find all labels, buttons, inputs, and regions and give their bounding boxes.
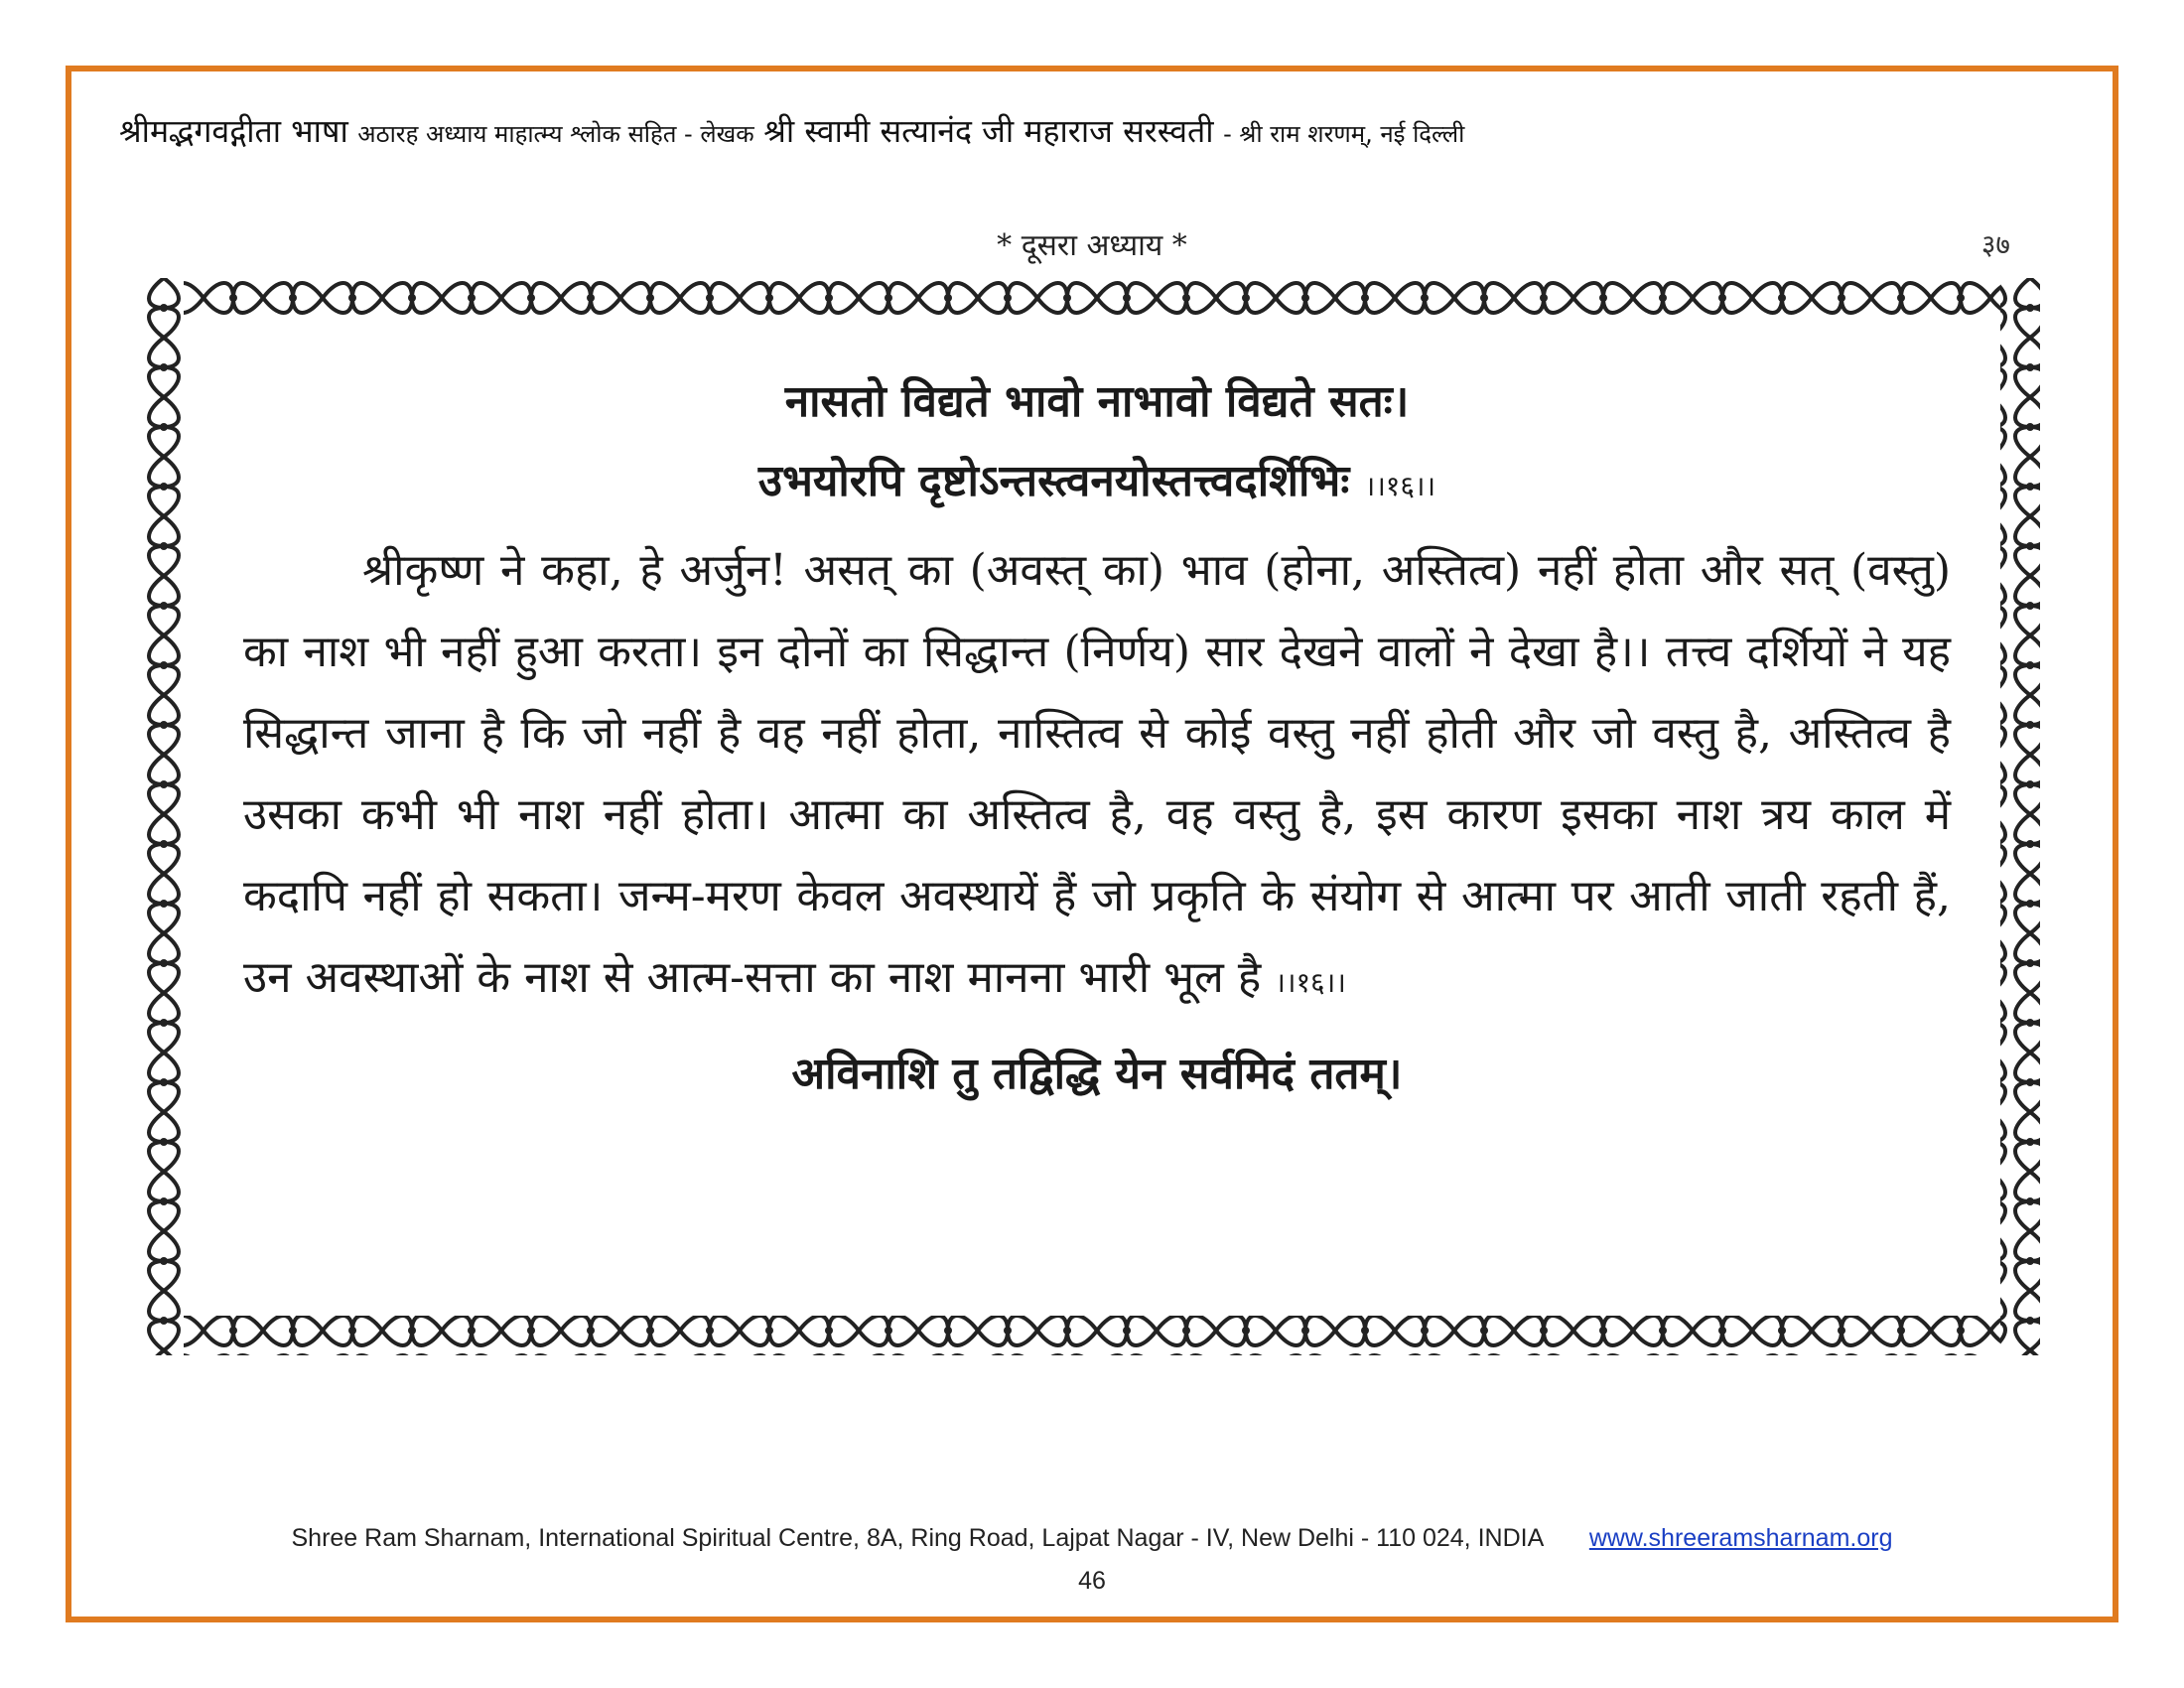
verse-line-2-text: उभयोरपि दृष्टोऽन्तस्त्वनयोस्तत्त्वदर्शिभिः	[757, 456, 1350, 506]
verse-number-mark: ।।१६।।	[1364, 470, 1436, 502]
scan-page-number: ३७	[1980, 228, 2010, 261]
header-subtitle: अठारह अध्याय माहात्म्य श्लोक सहित - लेखक	[357, 120, 754, 148]
header-author: श्री स्वामी सत्यानंद जी महाराज सरस्वती	[763, 112, 1214, 150]
chapter-title: * दूसरा अध्याय *	[997, 228, 1187, 263]
header-publisher: - श्री राम शरणम्, नई दिल्ली	[1223, 120, 1465, 148]
commentary-verse-mark: ।।१६।।	[1275, 966, 1346, 999]
scan-content	[243, 362, 1951, 1119]
scanned-page	[134, 213, 2050, 1365]
header-book-title: श्रीमद्भगवद्गीता भाषा	[119, 112, 348, 150]
verse-line-1: नासतो विद्यते भावो नाभावो विद्यते सतः।	[784, 376, 1410, 427]
commentary-paragraph	[243, 530, 1951, 1024]
document-footer	[0, 1524, 2184, 1553]
page-number: 46	[1078, 1567, 1106, 1595]
next-verse-line: अविनाशि तु तद्विद्धि येन सर्वमिदं ततम्।	[791, 1049, 1403, 1099]
footer-website-link[interactable]: www.shreeramsharnam.org	[1588, 1524, 1893, 1552]
footer-address: Shree Ram Sharnam, International Spiritual Centre, 8A, Ring Road, Lajpat Nagar - IV, New Delhi - 110 024, INDIA	[291, 1524, 1543, 1552]
document-header	[119, 109, 2065, 152]
verse-line-2	[243, 442, 1951, 526]
commentary-text: श्रीकृष्ण ने कहा, हे अर्जुन! असत् का (अवस्त् का) भाव (होना, अस्तित्व) नहीं होता और सत् (वस्तु) का नाश भी नहीं हुआ करता। इन दोनों का सिद्धान्त (निर्णय) सार देखने वालों ने देखा है।। तत्त्व दर्शियों ने यह सिद्धान्त जाना है कि जो नहीं है वह नहीं होता, नास्तित्व से कोई वस्तु नहीं होती और जो वस्तु है, अस्तित्व है उसका कभी भी नाश नहीं होता। आत्मा का अस्तित्व है, वह वस्तु है, इस कारण इसका नाश त्रय काल में कदापि नहीं हो सकता। जन्म-मरण केवल अवस्थायें हैं जो प्रकृति के संयोग से आत्मा पर आती जाती रहती हैं, उन अवस्थाओं के नाश से आत्म-सत्ता का नाश मानना भारी भूल है	[243, 545, 1951, 1003]
